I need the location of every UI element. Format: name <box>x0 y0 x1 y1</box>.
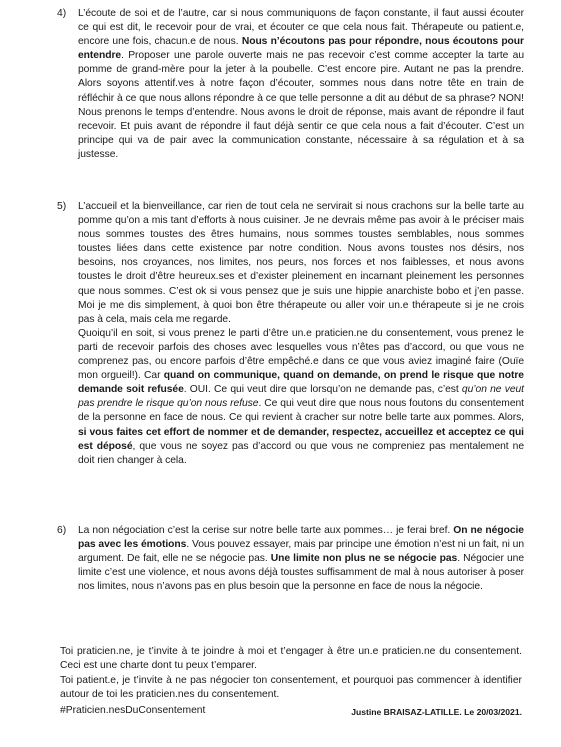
bold-text: si vous faites cet effort de nommer et de demander, respectez, accueillez et acceptez ce qui est déposé <box>78 426 524 452</box>
list-item-number: 5) <box>57 201 67 212</box>
text-run: Quoiqu’il en soit, si vous prenez le parti d’être un.e praticien.ne du consentement, vous prenez le parti de recevoir parfois des choses avec lesquelles vous n’êtes pas d’accord, ou que vous ne comprenez pas, ou encore parfois d’être empêché.e dans ce que vous aviez imaginé faire (Ouïe mon orgueil!). Car <box>78 327 524 382</box>
bold-text: quand on communique, quand on demande, on prend le risque que notre demande soit refusée <box>78 370 524 396</box>
text-run: L’écoute de soi et de l’autre, car si nous communiquons de façon constante, il faut aussi écouter ce qui est dit, le recevoir pour de vrai, et écouter ce que cela nous fait. Thérapeute ou patient.e, encore une fois, chacun.e de nous. <box>78 8 524 48</box>
list-item-5 <box>57 200 524 468</box>
footer <box>60 704 522 718</box>
text-run: La non négociation c’est la cerise sur notre belle tarte aux pommes… je ferai bref. <box>78 525 454 536</box>
text-run: . Négocier une limite c’est une violence, et nous avons déjà toustes suffisamment de mal à nous autoriser à poser nos limites, nous n’avons pas en plus besoin que la personne en face de nous la négocie. <box>78 553 524 593</box>
italic-text: qu’on ne veut pas prendre le risque qu’on nous refuse <box>78 384 524 410</box>
list-item-4 <box>57 7 524 162</box>
text-run: . OUI. Ce qui veut dire que lorsqu’on ne demande pas, c’est <box>183 384 462 396</box>
list-item-number: 4) <box>57 8 67 19</box>
text-run: . Proposer une parole ouverte mais ne pas recevoir c’est comme accepter la tarte au pomme de grand-mère pour la jeter à la poubelle. C’est encore pire. Autant ne pas la prendre. Alors soyons attentif.ves à notre façon d’écouter, sommes nous dans notre tête en train de réfléchir à ce que nous allons répondre à ce que telle personne a dit au début de sa phrase? NON! Nous prenons le temps d’entendre. Nous avons le droit de réponse, mais avant de répondre il faut recevoir. Et puis avant de répondre il faut déjà sentir ce que cela nous a fait d’écouter. C’est un principe qui va de pair avec la communication constante, nécessaire à sa régulation et à sa justesse. <box>78 50 524 160</box>
invitation-practitioner: Toi praticien.ne, je t’invite à te joindre à moi et t’engager à être un.e praticien.ne du consentement. Ceci est une charte dont tu peux t’emparer. <box>60 646 522 672</box>
bold-text: Une limite non plus ne se négocie pas <box>270 553 458 565</box>
bold-text: On ne négocie pas avec les émotions <box>78 525 524 551</box>
list-item-6 <box>57 524 525 594</box>
list-item-text <box>78 7 524 162</box>
signature: Justine BRAISAZ-LATILLE. Le 20/03/2021. <box>351 707 522 717</box>
hashtag: #Praticien.nesDuConsentement <box>60 705 206 716</box>
text-run: , que vous ne soyez pas d’accord ou que vous ne compreniez pas mentalement ne doit rien changer à cela. <box>78 440 524 466</box>
list-item-text <box>78 524 524 594</box>
text-run: . Ce qui veut dire que nous nous foutons du consentement de la personne en face de nous. Ce qui revient à cracher sur notre belle tarte aux pommes. Alors, <box>78 398 524 424</box>
list-item-text <box>78 200 524 468</box>
text-run: L’accueil et la bienveillance, car rien de tout cela ne servirait si nous crachons sur la belle tarte au pomme qu’on a mis tant d’efforts à nous cuisiner. Je ne devrais même pas avoir à le préciser mais nous sommes toustes des êtres humains, nous sommes toustes semblables, nous sommes toustes liées dans cette existence par notre condition. Nous avons toustes nos désirs, nos besoins, nos croyances, nos limites, nos peurs, nos forces et nos faiblesses, et nous avons toustes le droit d’être heureux.ses et d’exister pleinement en incarnant pleinement les personnes que nous sommes. C’est ok si vous pensez que je suis une hippie anarchiste bobo et j’en passe. Moi je me dis simplement, à quoi bon être thérapeute ou aller voir un.e thérapeute si je ne crois pas à cela, mais cela me regarde. <box>78 201 524 325</box>
bold-text: Nous n’écoutons pas pour répondre, nous écoutons pour entendre <box>78 36 524 62</box>
invitation-patient: Toi patient.e, je t’invite à ne pas négocier ton consentement, et pourquoi pas commencer à identifier autour de toi les praticien.nes du consentement. <box>60 674 522 700</box>
list-item-number: 6) <box>57 525 67 536</box>
text-run: . Vous pouvez essayer, mais par principe une émotion n’est ni un fait, ni un argument. De fait, elle ne se négocie pas. <box>78 539 525 565</box>
closing-section <box>60 645 522 702</box>
